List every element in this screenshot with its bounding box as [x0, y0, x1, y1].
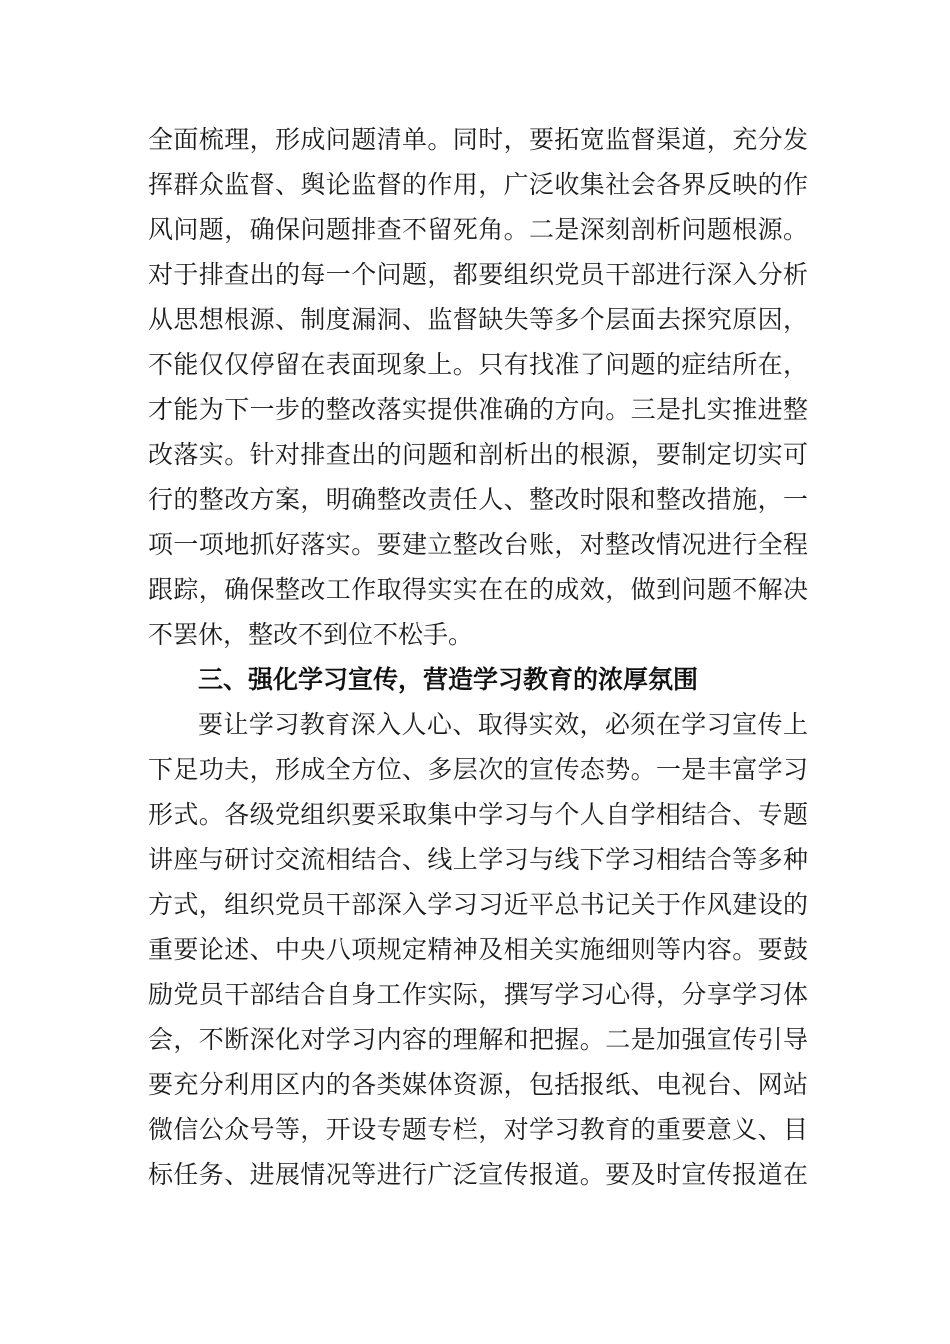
- text-line: 跟踪，确保整改工作取得实实在在的成效，做到问题不解决: [148, 575, 808, 604]
- text-line: 项一项地抓好落实。要建立整改台账，对整改情况进行全程: [148, 530, 808, 559]
- text-line: 挥群众监督、舆论监督的作用，广泛收集社会各界反映的作: [148, 170, 808, 199]
- text-line: 微信公众号等，开设专题专栏，对学习教育的重要意义、目: [148, 1115, 808, 1144]
- text-line: 行的整改方案，明确整改责任人、整改时限和整改措施，一: [148, 485, 808, 514]
- text-line: 不能仅仅停留在表面现象上。只有找准了问题的症结所在，: [148, 350, 808, 379]
- text-line: 励党员干部结合自身工作实际，撰写学习心得，分享学习体: [148, 980, 808, 1009]
- section-heading: 三、强化学习宣传，营造学习教育的浓厚氛围: [198, 665, 699, 694]
- text-line: 风问题，确保问题排查不留死角。二是深刻剖析问题根源。: [148, 215, 808, 244]
- text-line: 下足功夫，形成全方位、多层次的宣传态势。一是丰富学习: [148, 755, 808, 784]
- text-line: 标任务、进展情况等进行广泛宣传报道。要及时宣传报道在: [148, 1160, 808, 1189]
- text-line: 形式。各级党组织要采取集中学习与个人自学相结合、专题: [148, 800, 808, 829]
- text-line: 重要论述、中央八项规定精神及相关实施细则等内容。要鼓: [148, 935, 808, 964]
- text-line: 从思想根源、制度漏洞、监督缺失等多个层面去探究原因，: [148, 305, 808, 334]
- text-line: 改落实。针对排查出的问题和剖析出的根源，要制定切实可: [148, 440, 808, 469]
- text-line: 方式，组织党员干部深入学习习近平总书记关于作风建设的: [148, 890, 808, 919]
- text-line: 要让学习教育深入人心、取得实效，必须在学习宣传上: [198, 710, 808, 739]
- text-line: 要充分利用区内的各类媒体资源，包括报纸、电视台、网站: [148, 1070, 808, 1099]
- text-line: 才能为下一步的整改落实提供准确的方向。三是扎实推进整: [148, 395, 808, 424]
- text-line: 全面梳理，形成问题清单。同时，要拓宽监督渠道，充分发: [148, 125, 808, 154]
- text-line: 讲座与研讨交流相结合、线上学习与线下学习相结合等多种: [148, 845, 808, 874]
- text-line: 不罢休，整改不到位不松手。: [148, 620, 474, 649]
- text-line: 对于排查出的每一个问题，都要组织党员干部进行深入分析: [148, 260, 808, 289]
- text-line: 会，不断深化对学习内容的理解和把握。二是加强宣传引导: [148, 1025, 808, 1054]
